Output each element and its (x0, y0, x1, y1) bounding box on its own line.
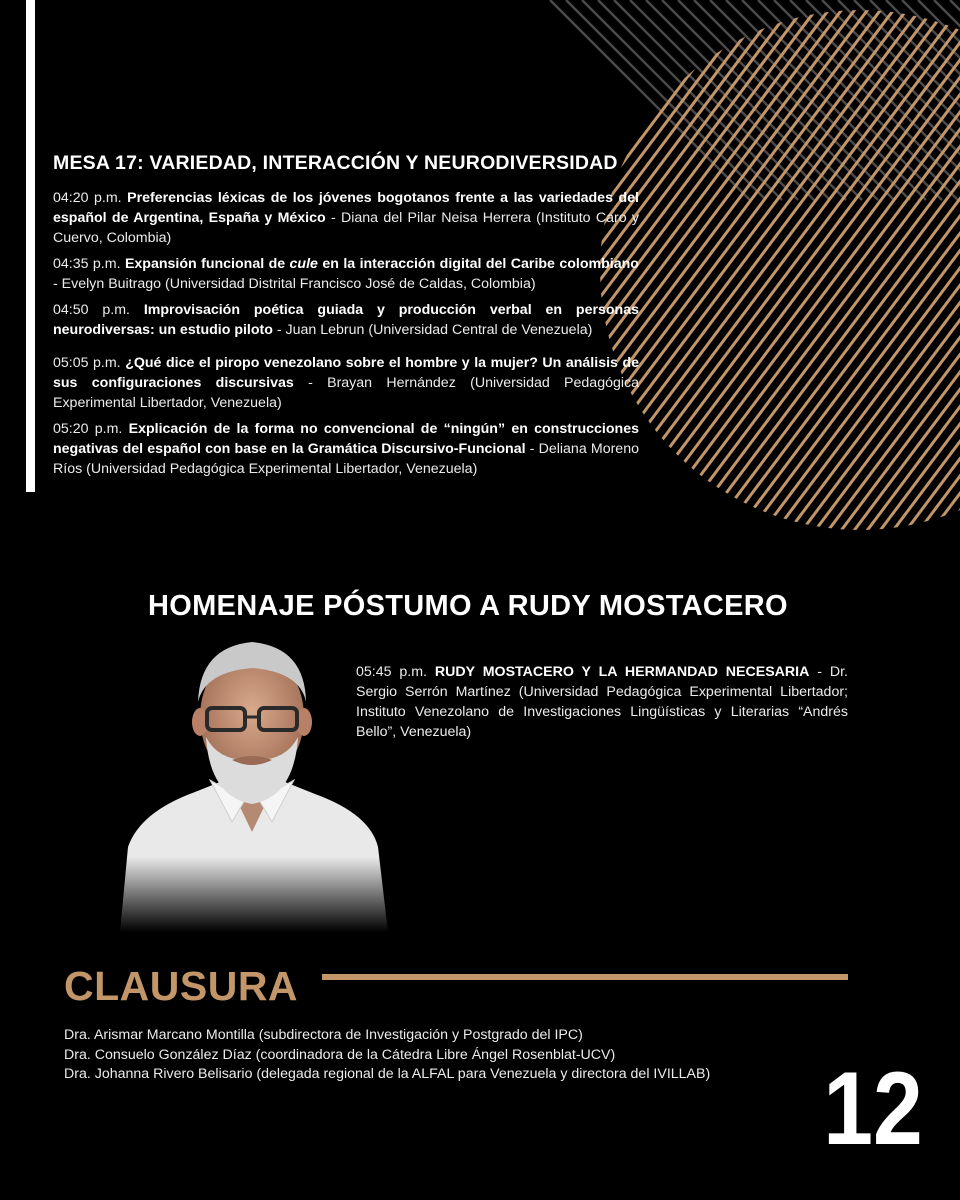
talk-author: - Dr. Sergio Serrón Martínez (Universidad Pedagógica Experimental Libertador; Instituto Venezolano de Investigaciones Lingüísticas y Literarias “Andrés Bello”, Venezuela) (356, 664, 848, 740)
page-number (818, 1048, 928, 1158)
speaker-item: Dra. Consuelo González Díaz (coordinadora de la Cátedra Libre Ángel Rosenblat-UCV) (64, 1046, 616, 1063)
homage-talk (356, 662, 848, 742)
talk-title: Preferencias léxicas de los jóvenes bogotanos frente a las variedades del español de Argentina, España y México (53, 190, 639, 226)
talk-author: - Juan Lebrun (Universidad Central de Venezuela) (272, 322, 593, 338)
page-number-text: 12 (823, 1049, 923, 1158)
talk-list (53, 188, 639, 479)
talk-time: 05:05 p.m. (53, 355, 121, 371)
closing-title: CLAUSURA (64, 963, 299, 1009)
homage-title: HOMENAJE PÓSTUMO A RUDY MOSTACERO (148, 590, 788, 622)
talk-item (53, 254, 639, 294)
closing-speakers (64, 1026, 824, 1085)
talk-item (53, 188, 639, 248)
closing-divider (322, 974, 848, 980)
speaker-item: Dra. Arismar Marcano Montilla (subdirectora de Investigación y Postgrado del IPC) (64, 1027, 583, 1043)
talk-title: Improvisación poética guiada y producción verbal en personas neurodiversas: un estudio piloto (53, 302, 639, 338)
talk-time: 04:50 p.m. (53, 302, 130, 318)
talk-title: RUDY MOSTACERO Y LA HERMANDAD NECESARIA (434, 664, 810, 680)
session-title: MESA 17: VARIEDAD, INTERACCIÓN Y NEURODIVERSIDAD (53, 152, 618, 174)
portrait-photo (110, 632, 395, 932)
speaker-item: Dra. Johanna Rivero Belisario (delegada regional de la ALFAL para Venezuela y directora del IVILLAB) (64, 1066, 711, 1082)
talk-author: - Evelyn Buitrago (Universidad Distrital Francisco José de Caldas, Colombia) (53, 276, 536, 292)
left-accent-bar (26, 0, 35, 492)
talk-title: Expansión funcional de cule en la interacción digital del Caribe colombiano (124, 256, 639, 272)
talk-author: - Deliana Moreno Ríos (Universidad Pedagógica Experimental Libertador, Venezuela) (53, 441, 639, 477)
talk-item (53, 419, 639, 479)
talk-time: 05:20 p.m. (53, 421, 123, 437)
talk-author: - Diana del Pilar Neisa Herrera (Instituto Caro y Cuervo, Colombia) (53, 210, 639, 246)
talk-title: Explicación de la forma no convencional de “ningún” en construcciones negativas del español con base en la Gramática Discursivo-Funcional (53, 421, 639, 457)
talk-time: 04:20 p.m. (53, 190, 122, 206)
talk-title: ¿Qué dice el piropo venezolano sobre el hombre y la mujer? Un análisis de sus configuraciones discursivas (53, 355, 640, 391)
talk-author: - Brayan Hernández (Universidad Pedagógica Experimental Libertador, Venezuela) (53, 375, 639, 411)
talk-time: 04:35 p.m. (53, 256, 121, 272)
talk-item (53, 300, 639, 340)
talk-item (53, 353, 639, 413)
talk-time: 05:45 p.m. (356, 664, 427, 680)
